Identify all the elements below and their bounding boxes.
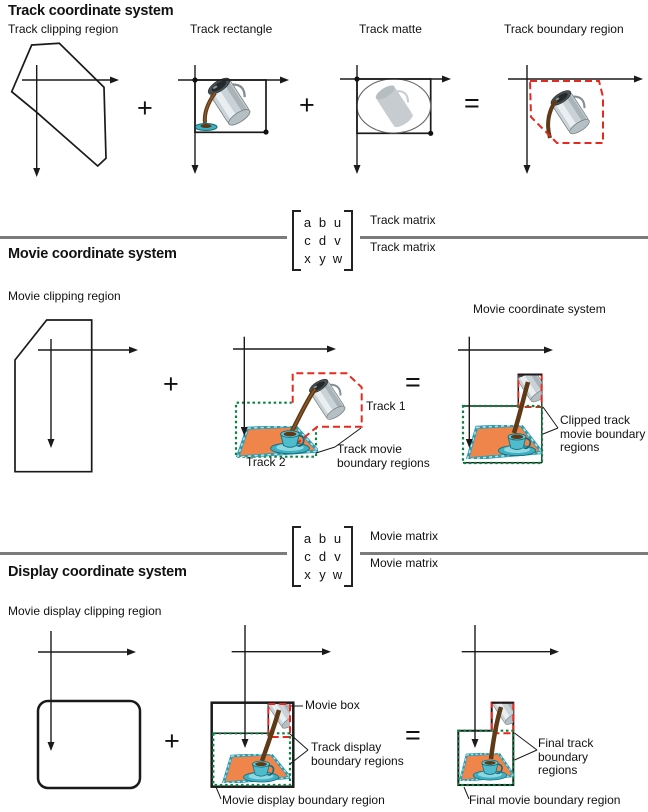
matrix-cell: b	[318, 214, 327, 230]
track-matrix-label-top: Track matrix	[370, 213, 436, 227]
track-boundary-caption: Track boundary region	[504, 22, 624, 36]
movie-clipping-diagram	[0, 308, 160, 488]
movie-section-title: Movie coordinate system	[8, 246, 177, 262]
matrix-cell: v	[334, 548, 341, 564]
clipped-movie-composite-diagram	[440, 330, 648, 480]
origin-dot	[354, 76, 359, 81]
matrix-cell: d	[318, 548, 327, 564]
clip-polygon	[12, 43, 106, 166]
display-clipping-diagram	[0, 622, 160, 812]
track2-label: Track 2	[246, 455, 286, 469]
matrix-cell: v	[334, 232, 341, 248]
matrix-cell: b	[318, 530, 327, 546]
matrix-cell: x	[304, 567, 311, 583]
track-rectangle-caption: Track rectangle	[190, 22, 273, 36]
track-matrix-label-bottom: Track matrix	[370, 240, 436, 254]
matrix-cell: w	[332, 251, 343, 267]
track-clipping-diagram	[0, 38, 150, 188]
clipped-boundary-label: Clipped track movie boundary regions	[560, 413, 646, 454]
movie-matrix-label-top: Movie matrix	[370, 529, 439, 543]
track-matrix	[292, 210, 353, 271]
matrix-cell: c	[304, 232, 311, 248]
matrix-cell: y	[319, 567, 326, 583]
matrix-cell: y	[319, 251, 326, 267]
equals-operator: =	[405, 367, 421, 397]
movie-clipping-caption: Movie clipping region	[8, 289, 121, 303]
leader-lines	[543, 407, 558, 434]
movie-matrix	[292, 526, 353, 587]
divider-bar	[0, 236, 287, 239]
movie-display-boundary-label: Movie display boundary region	[222, 793, 385, 807]
clip-polygon	[15, 320, 92, 472]
matrix-bracket-right	[344, 526, 353, 587]
movie-coord-label: Movie coordinate system	[473, 302, 606, 316]
track-boundary-diagram	[492, 52, 648, 187]
matrix-cell: d	[318, 232, 327, 248]
track-movie-boundary-label: Track movie boundary regions	[337, 442, 430, 470]
divider-bar	[360, 552, 648, 555]
matrix-cell: c	[304, 548, 311, 564]
track-rectangle-diagram	[168, 52, 300, 187]
matrix-cell: u	[333, 530, 342, 546]
track-clipping-caption: Track clipping region	[8, 22, 119, 36]
display-composite-diagram	[200, 622, 420, 812]
plus-operator: +	[299, 90, 315, 120]
matrix-bracket-right	[344, 210, 353, 271]
track1-label: Track 1	[366, 399, 406, 413]
matrix-cell: u	[333, 214, 342, 230]
matrix-cell: x	[304, 251, 311, 267]
coffee-puddle	[201, 124, 212, 128]
final-composite-diagram	[440, 622, 648, 812]
display-section-title: Display coordinate system	[8, 564, 187, 580]
axes	[38, 339, 138, 448]
plus-operator: +	[137, 93, 153, 123]
movie-matrix-label-bottom: Movie matrix	[370, 556, 439, 570]
display-clipping-caption: Movie display clipping region	[8, 604, 162, 618]
equals-operator: =	[464, 88, 480, 118]
movie-box-label: Movie box	[305, 698, 360, 712]
matrix-cells	[300, 213, 345, 268]
track-display-boundary-label: Track display boundary regions	[311, 740, 404, 768]
clip-step-line	[463, 375, 518, 407]
matrix-cell: a	[303, 214, 312, 230]
corner-dot	[428, 131, 433, 136]
track-section-title: Track coordinate system	[8, 3, 174, 19]
track-matte-diagram	[328, 52, 466, 187]
divider-bar	[0, 552, 287, 555]
track-matte-caption: Track matte	[359, 22, 422, 36]
plus-operator: +	[163, 369, 179, 399]
matrix-cell: a	[303, 530, 312, 546]
origin-dot	[192, 77, 197, 82]
final-track-boundary-label: Final track boundary regions	[538, 736, 594, 777]
final-movie-boundary-label: Final movie boundary region	[469, 793, 621, 807]
plus-operator: +	[164, 726, 180, 756]
corner-dot	[263, 129, 268, 134]
divider-bar	[360, 236, 648, 239]
matrix-cells	[300, 529, 345, 584]
matrix-cell: w	[332, 567, 343, 583]
equals-operator: =	[405, 720, 421, 750]
